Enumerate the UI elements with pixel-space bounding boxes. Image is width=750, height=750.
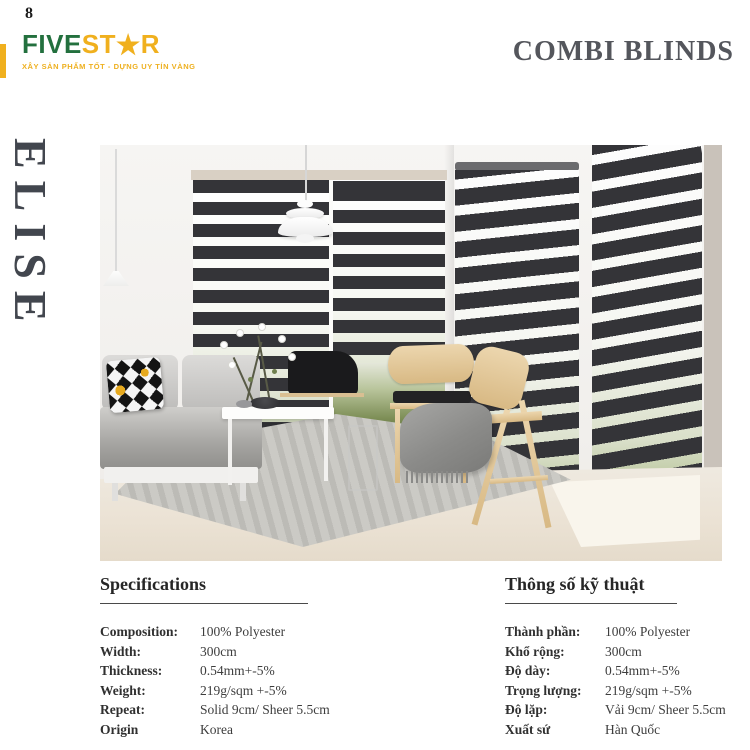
- spec-value: 300cm: [605, 643, 642, 659]
- throw-pillow: [106, 357, 164, 414]
- spec-label: Width:: [100, 643, 142, 659]
- blossom: [228, 361, 236, 369]
- chair-cushion: [393, 391, 471, 403]
- blanket-fringe: [406, 471, 470, 483]
- wooden-chair-back: [387, 344, 474, 385]
- table-leg: [228, 419, 232, 485]
- spec-value: 300cm: [200, 643, 237, 659]
- spec-row: [505, 661, 740, 681]
- spec-label: Xuất sứ: [505, 721, 551, 737]
- blossom: [258, 323, 266, 331]
- blossom: [288, 353, 296, 361]
- lamp-cord: [115, 149, 117, 273]
- spec-label: Composition:: [100, 624, 179, 639]
- blossom: [220, 341, 228, 349]
- sofa-base: [104, 467, 258, 483]
- spec-label: Độ dày:: [505, 663, 551, 678]
- specs-vi-heading: Thông số kỹ thuật: [505, 574, 645, 594]
- logo-wordmark: [22, 30, 212, 59]
- spec-label: Trọng lượng:: [505, 682, 582, 698]
- blind-cassette-left: [191, 170, 447, 180]
- spec-row: [100, 622, 335, 642]
- logo-word-r: R: [140, 29, 161, 59]
- spec-label: Khổ rộng:: [505, 643, 565, 659]
- spec-value: 0.54mm+-5%: [200, 663, 275, 678]
- pendant-lamp: [296, 234, 314, 243]
- table-leg: [324, 419, 328, 481]
- spec-label: Repeat:: [100, 702, 145, 717]
- spec-row: [505, 642, 740, 662]
- star-icon: ★: [116, 30, 141, 60]
- leaf: [248, 377, 253, 382]
- heading-rule: [505, 603, 677, 604]
- product-name-vertical: ELISE: [5, 138, 56, 334]
- spec-row: [100, 681, 335, 701]
- spec-value: 219g/sqm +-5%: [200, 682, 287, 698]
- specs-en-heading: Specifications: [100, 574, 206, 594]
- spec-row: [100, 700, 335, 720]
- logo-tagline: XÂY SẢN PHẨM TỐT - DỰNG UY TÍN VÀNG: [22, 62, 196, 71]
- logo-word-st: ST: [81, 29, 117, 59]
- spec-label: Weight:: [100, 682, 146, 698]
- brand-logo: [22, 30, 212, 71]
- page-title: COMBI BLINDS: [512, 36, 734, 67]
- black-bench: [288, 351, 358, 395]
- specs-en: [100, 574, 335, 739]
- coffee-table: [222, 407, 334, 419]
- logo-word-five: FIVE: [22, 29, 82, 59]
- spec-value: 219g/sqm +-5%: [605, 682, 692, 698]
- blossom: [236, 329, 244, 337]
- spec-value: 0.54mm+-5%: [605, 663, 680, 678]
- left-blind-panel-b: [333, 180, 445, 363]
- bench-wood-rail: [280, 393, 364, 397]
- spec-label: Thành phần:: [505, 624, 581, 639]
- pendant-lamp: [297, 200, 313, 208]
- bowl: [250, 397, 280, 409]
- spec-label: Độ lặp:: [505, 702, 548, 717]
- spec-row: [100, 720, 335, 740]
- spec-value: Hàn Quốc: [605, 721, 661, 737]
- spec-row: [505, 700, 740, 720]
- specs-vi: [505, 574, 740, 739]
- throw-blanket: [400, 403, 492, 473]
- sofa-leg: [112, 483, 118, 501]
- spec-row: [505, 681, 740, 701]
- spec-label: Origin: [100, 721, 139, 737]
- page-number: 8: [25, 5, 33, 22]
- blossom: [278, 335, 286, 343]
- window-frame-divider: [329, 180, 333, 437]
- bowl: [236, 400, 252, 408]
- accent-tab: [0, 44, 6, 78]
- small-pendant-lamp: [103, 271, 129, 286]
- spec-value: Korea: [200, 721, 233, 737]
- spec-row: [100, 642, 335, 662]
- spec-value: Solid 9cm/ Sheer 5.5cm: [200, 702, 330, 717]
- spec-row: [505, 622, 740, 642]
- spec-label: Thickness:: [100, 663, 163, 678]
- right-blind-panel-2: [592, 145, 702, 473]
- sofa-leg: [240, 483, 246, 501]
- lamp-cord: [305, 145, 307, 203]
- spec-row: [100, 661, 335, 681]
- leaf: [272, 369, 277, 374]
- spec-value: 100% Polyester: [200, 624, 286, 639]
- spec-value: Vải 9cm/ Sheer 5.5cm: [605, 702, 726, 717]
- glass-side-table: [348, 425, 378, 491]
- spec-row: [505, 720, 740, 740]
- spec-value: 100% Polyester: [605, 624, 691, 639]
- heading-rule: [100, 603, 308, 604]
- product-photo: [100, 145, 722, 561]
